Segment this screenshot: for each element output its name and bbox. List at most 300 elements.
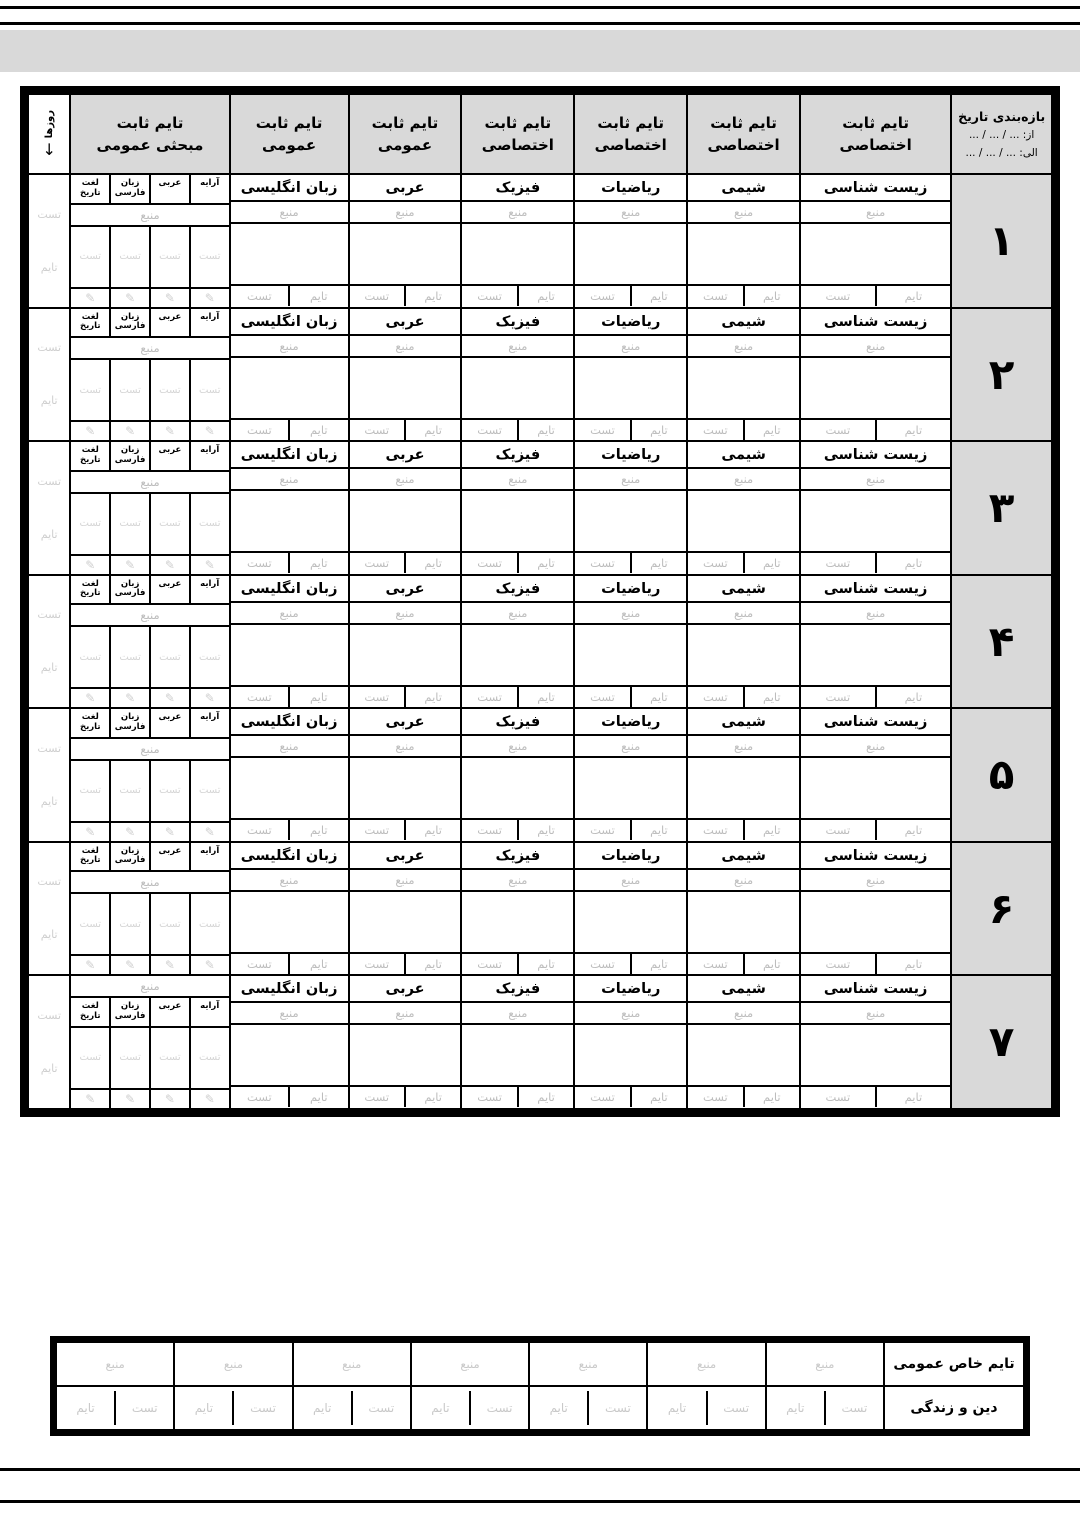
subject-test[interactable]: تست [462,1087,518,1107]
subject-notes-area[interactable] [231,491,348,553]
subject-source[interactable]: منبع [801,736,950,758]
subject-time[interactable]: تایم [650,956,668,971]
subject-cell-7-5[interactable] [349,975,462,1109]
subject-notes-area[interactable] [462,625,573,687]
subject-notes-area[interactable] [462,1025,573,1087]
subject-source[interactable]: منبع [462,1003,573,1025]
subject-cell-1-4[interactable] [461,174,574,308]
mini-subject-notes-3[interactable] [71,1028,109,1088]
subject-source[interactable]: منبع [231,469,348,491]
mini-pencil-1[interactable]: ✎ [149,556,189,574]
day-test-time-column-3[interactable] [28,441,70,575]
mini-pencil-2[interactable]: ✎ [109,689,149,707]
mini-pencil-2[interactable]: ✎ [109,823,149,841]
subject-test[interactable]: تست [350,553,406,573]
day-total-time[interactable]: تایم [40,1061,58,1075]
mini-subject-notes-2[interactable] [109,494,149,554]
mini-subject-notes-1[interactable] [149,360,189,420]
subject-notes-area[interactable] [801,1025,950,1087]
subject-time[interactable]: تایم [537,556,555,571]
special-pair-0[interactable] [766,1386,884,1430]
mini-subjects-cell-2[interactable] [70,308,229,442]
subject-time[interactable]: تایم [310,823,328,838]
subject-cell-3-5[interactable] [349,441,462,575]
subject-cell-6-5[interactable] [349,842,462,976]
subject-test[interactable]: تست [688,954,744,974]
special-pair-4-time[interactable]: تایم [313,1401,332,1415]
special-pair-5-test[interactable]: تست [232,1391,291,1425]
mini-pencil-3[interactable]: ✎ [85,290,96,305]
day-total-time[interactable]: تایم [40,394,58,408]
mini-subject-notes-0[interactable] [189,627,229,687]
subject-test[interactable]: تست [231,687,290,707]
subject-time[interactable]: تایم [424,556,442,571]
mini-source[interactable]: منبع [71,872,228,894]
subject-source[interactable]: منبع [231,1003,348,1025]
mini-pencil-0[interactable]: ✎ [189,1090,229,1108]
subject-source[interactable]: منبع [575,469,686,491]
subject-time[interactable]: تایم [650,556,668,571]
mini-subject-notes-2[interactable] [109,1028,149,1088]
day-total-time[interactable]: تایم [40,928,58,942]
subject-cell-2-4[interactable] [461,308,574,442]
subject-notes-area[interactable] [575,491,686,553]
subject-source[interactable]: منبع [231,870,348,892]
subject-notes-area[interactable] [801,491,950,553]
subject-cell-5-1[interactable] [800,708,951,842]
subject-cell-1-3[interactable] [574,174,687,308]
special-source-4[interactable]: منبع [293,1342,411,1386]
subject-time[interactable]: تایم [650,422,668,437]
day-total-time[interactable]: تایم [40,260,58,274]
subject-time[interactable]: تایم [763,689,781,704]
subject-test[interactable]: تست [688,1087,744,1107]
subject-time[interactable]: تایم [537,956,555,971]
subject-time[interactable]: تایم [424,689,442,704]
special-source-5[interactable]: منبع [174,1342,292,1386]
subject-time[interactable]: تایم [904,289,923,304]
mini-pencil-3[interactable]: ✎ [85,557,96,572]
subject-time[interactable]: تایم [537,289,555,304]
day-test-time-column-6[interactable] [28,842,70,976]
subject-cell-7-4[interactable] [461,975,574,1109]
subject-time[interactable]: تایم [763,823,781,838]
special-pair-3-time[interactable]: تایم [431,1401,450,1415]
subject-source[interactable]: منبع [688,736,799,758]
special-pair-2[interactable] [529,1386,647,1430]
subject-notes-area[interactable] [801,224,950,286]
subject-source[interactable]: منبع [350,202,461,224]
subject-cell-5-6[interactable] [230,708,349,842]
subject-test[interactable]: تست [801,553,877,573]
subject-notes-area[interactable] [688,1025,799,1087]
subject-time[interactable]: تایم [310,956,328,971]
subject-test[interactable]: تست [575,420,631,440]
mini-pencil-1[interactable]: ✎ [149,956,189,974]
subject-time[interactable]: تایم [904,689,923,704]
special-pair-3-test[interactable]: تست [469,1391,528,1425]
subject-test[interactable]: تست [231,820,290,840]
subject-time[interactable]: تایم [904,422,923,437]
subject-notes-area[interactable] [575,758,686,820]
subject-time[interactable]: تایم [763,422,781,437]
subject-time[interactable]: تایم [650,289,668,304]
subject-notes-area[interactable] [688,625,799,687]
subject-test[interactable]: تست [350,954,406,974]
mini-subject-notes-1[interactable] [149,494,189,554]
mini-subject-notes-2[interactable] [109,761,149,821]
subject-cell-2-5[interactable] [349,308,462,442]
mini-pencil-0[interactable]: ✎ [189,823,229,841]
subject-time[interactable]: تایم [650,1090,668,1105]
day-test-time-column-2[interactable] [28,308,70,442]
special-source-1[interactable]: منبع [647,1342,765,1386]
day-test-time-column-4[interactable] [28,575,70,709]
subject-notes-area[interactable] [462,224,573,286]
mini-subject-notes-2[interactable] [109,894,149,954]
mini-subject-notes-0[interactable] [189,227,229,287]
special-pair-5[interactable] [174,1386,292,1430]
subject-source[interactable]: منبع [688,603,799,625]
mini-subjects-cell-7[interactable] [70,975,229,1109]
special-pair-2-test[interactable]: تست [587,1391,646,1425]
mini-subject-notes-0[interactable] [189,494,229,554]
mini-subject-notes-3[interactable] [71,627,109,687]
subject-source[interactable]: منبع [688,336,799,358]
mini-pencil-0[interactable]: ✎ [189,556,229,574]
subject-cell-5-5[interactable] [349,708,462,842]
day-total-test[interactable]: تست [37,875,62,889]
day-test-time-column-1[interactable] [28,174,70,308]
subject-cell-7-3[interactable] [574,975,687,1109]
subject-test[interactable]: تست [575,553,631,573]
special-pair-1-time[interactable]: تایم [667,1401,687,1415]
mini-subject-notes-0[interactable] [189,360,229,420]
subject-source[interactable]: منبع [688,870,799,892]
subject-notes-area[interactable] [575,358,686,420]
subject-cell-4-6[interactable] [230,575,349,709]
subject-time[interactable]: تایم [763,289,781,304]
subject-source[interactable]: منبع [350,736,461,758]
mini-source[interactable]: منبع [71,205,228,227]
subject-cell-4-2[interactable] [687,575,800,709]
subject-time[interactable]: تایم [424,289,442,304]
subject-source[interactable]: منبع [350,1003,461,1025]
subject-notes-area[interactable] [801,625,950,687]
mini-subject-notes-0[interactable] [189,1028,229,1088]
subject-test[interactable]: تست [575,1087,631,1107]
subject-source[interactable]: منبع [462,736,573,758]
subject-notes-area[interactable] [462,758,573,820]
subject-time[interactable]: تایم [537,422,555,437]
subject-test[interactable]: تست [462,687,518,707]
mini-source[interactable]: منبع [71,472,228,494]
subject-cell-4-4[interactable] [461,575,574,709]
subject-test[interactable]: تست [231,553,290,573]
subject-cell-6-6[interactable] [230,842,349,976]
special-pair-6-test[interactable]: تست [114,1391,173,1425]
subject-cell-6-3[interactable] [574,842,687,976]
subject-source[interactable]: منبع [801,336,950,358]
subject-cell-2-6[interactable] [230,308,349,442]
mini-pencil-1[interactable]: ✎ [149,1090,189,1108]
special-source-0[interactable]: منبع [766,1342,884,1386]
subject-cell-2-3[interactable] [574,308,687,442]
day-total-test[interactable]: تست [37,207,62,221]
subject-test[interactable]: تست [801,954,877,974]
mini-subject-notes-3[interactable] [71,227,109,287]
subject-notes-area[interactable] [575,224,686,286]
subject-time[interactable]: تایم [650,689,668,704]
subject-cell-6-4[interactable] [461,842,574,976]
subject-time[interactable]: تایم [424,422,442,437]
mini-pencil-2[interactable]: ✎ [109,422,149,440]
subject-cell-7-2[interactable] [687,975,800,1109]
subject-source[interactable]: منبع [688,202,799,224]
subject-notes-area[interactable] [231,224,348,286]
mini-source[interactable]: منبع [71,739,228,761]
mini-pencil-1[interactable]: ✎ [149,289,189,307]
subject-source[interactable]: منبع [801,469,950,491]
subject-source[interactable]: منبع [350,870,461,892]
special-pair-3[interactable] [411,1386,529,1430]
mini-pencil-0[interactable]: ✎ [189,289,229,307]
special-pair-6-time[interactable]: تایم [76,1401,95,1415]
day-total-test[interactable]: تست [37,741,62,755]
subject-cell-1-2[interactable] [687,174,800,308]
subject-time[interactable]: تایم [310,289,328,304]
subject-test[interactable]: تست [350,286,406,306]
subject-test[interactable]: تست [231,1087,290,1107]
subject-notes-area[interactable] [575,625,686,687]
subject-cell-7-6[interactable] [230,975,349,1109]
subject-test[interactable]: تست [688,553,744,573]
mini-subject-notes-2[interactable] [109,360,149,420]
subject-time[interactable]: تایم [424,823,442,838]
subject-time[interactable]: تایم [763,1090,781,1105]
mini-subject-notes-3[interactable] [71,761,109,821]
subject-time[interactable]: تایم [904,1090,923,1105]
subject-time[interactable]: تایم [904,556,923,571]
mini-subjects-cell-4[interactable] [70,575,229,709]
subject-source[interactable]: منبع [575,603,686,625]
subject-source[interactable]: منبع [350,603,461,625]
subject-test[interactable]: تست [801,420,877,440]
subject-notes-area[interactable] [350,358,461,420]
subject-notes-area[interactable] [688,358,799,420]
mini-pencil-2[interactable]: ✎ [109,289,149,307]
subject-notes-area[interactable] [801,758,950,820]
subject-source[interactable]: منبع [575,736,686,758]
subject-time[interactable]: تایم [904,956,923,971]
subject-time[interactable]: تایم [537,1090,555,1105]
subject-cell-6-1[interactable] [800,842,951,976]
day-total-time[interactable]: تایم [40,527,58,541]
subject-test[interactable]: تست [231,954,290,974]
day-test-time-column-5[interactable] [28,708,70,842]
mini-subject-notes-1[interactable] [149,894,189,954]
subject-test[interactable]: تست [688,286,744,306]
subject-test[interactable]: تست [231,420,290,440]
subject-test[interactable]: تست [462,954,518,974]
subject-source[interactable]: منبع [462,202,573,224]
subject-test[interactable]: تست [350,820,406,840]
subject-test[interactable]: تست [462,553,518,573]
mini-pencil-0[interactable]: ✎ [189,956,229,974]
subject-test[interactable]: تست [575,687,631,707]
mini-subject-notes-1[interactable] [149,227,189,287]
subject-notes-area[interactable] [462,358,573,420]
mini-source[interactable]: منبع [71,976,228,998]
special-pair-5-time[interactable]: تایم [194,1401,214,1415]
subject-notes-area[interactable] [462,892,573,954]
day-total-time[interactable]: تایم [40,661,58,675]
subject-notes-area[interactable] [350,625,461,687]
subject-source[interactable]: منبع [462,870,573,892]
subject-source[interactable]: منبع [231,336,348,358]
subject-cell-4-3[interactable] [574,575,687,709]
mini-subject-notes-1[interactable] [149,761,189,821]
mini-subjects-cell-3[interactable] [70,441,229,575]
mini-subject-notes-1[interactable] [149,1028,189,1088]
subject-test[interactable]: تست [688,687,744,707]
mini-pencil-1[interactable]: ✎ [149,823,189,841]
subject-notes-area[interactable] [801,892,950,954]
subject-source[interactable]: منبع [575,202,686,224]
day-total-time[interactable]: تایم [40,794,58,808]
subject-cell-4-5[interactable] [349,575,462,709]
subject-test[interactable]: تست [801,820,877,840]
subject-time[interactable]: تایم [310,689,328,704]
subject-notes-area[interactable] [688,224,799,286]
mini-pencil-3[interactable]: ✎ [85,424,96,439]
subject-test[interactable]: تست [575,286,631,306]
subject-cell-3-4[interactable] [461,441,574,575]
subject-notes-area[interactable] [350,224,461,286]
subject-source[interactable]: منبع [801,202,950,224]
subject-notes-area[interactable] [688,758,799,820]
mini-pencil-3[interactable]: ✎ [85,691,96,706]
special-pair-1[interactable] [647,1386,765,1430]
special-pair-4-test[interactable]: تست [351,1391,410,1425]
day-total-test[interactable]: تست [37,608,62,622]
special-source-6[interactable]: منبع [56,1342,174,1386]
subject-notes-area[interactable] [231,758,348,820]
subject-cell-1-5[interactable] [349,174,462,308]
mini-subject-notes-3[interactable] [71,894,109,954]
subject-cell-2-1[interactable] [800,308,951,442]
subject-source[interactable]: منبع [801,870,950,892]
subject-test[interactable]: تست [801,286,877,306]
day-total-test[interactable]: تست [37,1008,62,1022]
subject-source[interactable]: منبع [231,736,348,758]
subject-cell-1-1[interactable] [800,174,951,308]
mini-pencil-1[interactable]: ✎ [149,689,189,707]
mini-subject-notes-3[interactable] [71,360,109,420]
subject-test[interactable]: تست [801,687,877,707]
subject-test[interactable]: تست [575,820,631,840]
subject-notes-area[interactable] [231,892,348,954]
subject-time[interactable]: تایم [537,689,555,704]
subject-test[interactable]: تست [350,687,406,707]
subject-source[interactable]: منبع [801,1003,950,1025]
subject-notes-area[interactable] [688,892,799,954]
subject-cell-5-4[interactable] [461,708,574,842]
subject-notes-area[interactable] [462,491,573,553]
subject-test[interactable]: تست [350,1087,406,1107]
subject-cell-2-2[interactable] [687,308,800,442]
mini-source[interactable]: منبع [71,605,228,627]
mini-subject-notes-2[interactable] [109,227,149,287]
subject-time[interactable]: تایم [424,956,442,971]
mini-subject-notes-1[interactable] [149,627,189,687]
subject-time[interactable]: تایم [537,823,555,838]
mini-pencil-3[interactable]: ✎ [85,958,96,973]
subject-test[interactable]: تست [462,286,518,306]
special-pair-0-test[interactable]: تست [824,1391,883,1425]
subject-source[interactable]: منبع [688,1003,799,1025]
subject-time[interactable]: تایم [424,1090,442,1105]
special-pair-2-time[interactable]: تایم [549,1401,568,1415]
subject-source[interactable]: منبع [575,336,686,358]
subject-cell-5-2[interactable] [687,708,800,842]
mini-pencil-2[interactable]: ✎ [109,1090,149,1108]
subject-test[interactable]: تست [350,420,406,440]
subject-notes-area[interactable] [350,1025,461,1087]
mini-subjects-cell-1[interactable] [70,174,229,308]
subject-notes-area[interactable] [801,358,950,420]
mini-source[interactable]: منبع [71,338,228,360]
mini-pencil-0[interactable]: ✎ [189,689,229,707]
subject-time[interactable]: تایم [310,1090,328,1105]
mini-pencil-2[interactable]: ✎ [109,956,149,974]
mini-pencil-3[interactable]: ✎ [85,1091,96,1106]
mini-subjects-cell-6[interactable] [70,842,229,976]
mini-pencil-1[interactable]: ✎ [149,422,189,440]
subject-cell-3-1[interactable] [800,441,951,575]
subject-cell-7-1[interactable] [800,975,951,1109]
subject-time[interactable]: تایم [310,422,328,437]
subject-notes-area[interactable] [350,758,461,820]
subject-source[interactable]: منبع [350,469,461,491]
subject-cell-1-6[interactable] [230,174,349,308]
mini-pencil-3[interactable]: ✎ [85,824,96,839]
subject-test[interactable]: تست [231,286,290,306]
subject-time[interactable]: تایم [763,956,781,971]
mini-subject-notes-0[interactable] [189,894,229,954]
subject-source[interactable]: منبع [231,202,348,224]
special-source-3[interactable]: منبع [411,1342,529,1386]
subject-cell-3-3[interactable] [574,441,687,575]
day-total-test[interactable]: تست [37,341,62,355]
subject-cell-5-3[interactable] [574,708,687,842]
subject-notes-area[interactable] [350,491,461,553]
special-pair-4[interactable] [293,1386,411,1430]
day-test-time-column-7[interactable] [28,975,70,1109]
special-pair-0-time[interactable]: تایم [786,1401,805,1415]
mini-subject-notes-2[interactable] [109,627,149,687]
mini-subject-notes-3[interactable] [71,494,109,554]
subject-notes-area[interactable] [231,1025,348,1087]
mini-pencil-0[interactable]: ✎ [189,422,229,440]
day-total-test[interactable]: تست [37,474,62,488]
subject-time[interactable]: تایم [310,556,328,571]
subject-cell-4-1[interactable] [800,575,951,709]
subject-source[interactable]: منبع [462,336,573,358]
subject-source[interactable]: منبع [575,1003,686,1025]
subject-test[interactable]: تست [688,820,744,840]
special-pair-1-test[interactable]: تست [706,1391,765,1425]
